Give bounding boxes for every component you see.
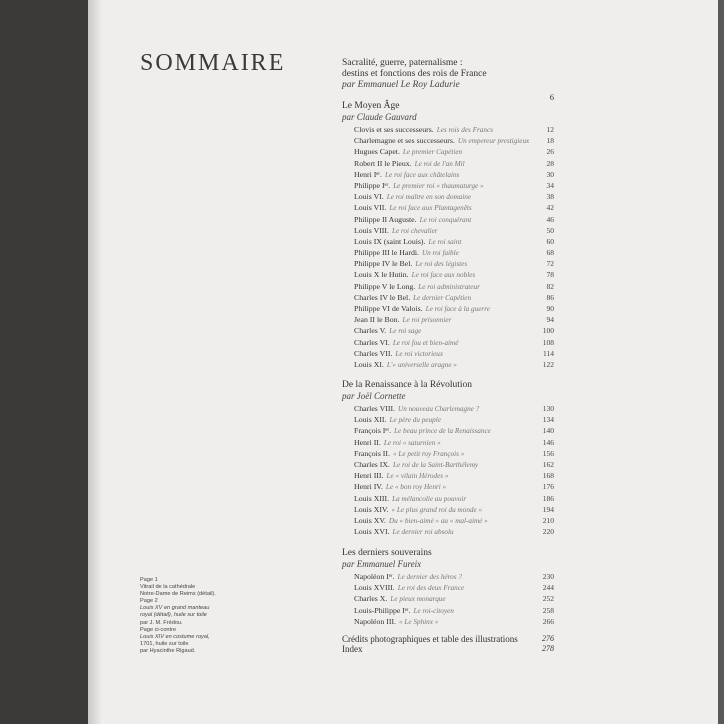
toc-entry <box>342 225 554 236</box>
section-title: Les derniers souverains <box>342 548 432 558</box>
toc-entry-page: 100 <box>542 326 554 336</box>
toc-entry-subtitle: Le « vilain Hérodes » <box>386 472 449 481</box>
toc-entry-name: Louis VIII. <box>354 225 389 235</box>
toc-entry-name: Louis XIV. <box>354 504 389 514</box>
toc-entry-name: Charles X. <box>354 594 388 604</box>
toc-entry-subtitle: Le pieux monarque <box>390 595 446 604</box>
toc-entry <box>342 214 554 225</box>
toc-entry-page: 30 <box>546 169 554 179</box>
toc-entry <box>342 303 554 314</box>
toc-entry-page: 140 <box>542 426 554 436</box>
toc-entry-page: 26 <box>546 147 554 157</box>
toc-entry-page: 60 <box>546 236 554 246</box>
toc-entry <box>342 124 554 135</box>
toc-entry-subtitle: Le roi prisonnier <box>402 316 452 325</box>
toc-entry-subtitle: Le roi-citoyen <box>413 606 454 615</box>
toc-entry-name: Napoléon Iᵉʳ. <box>354 572 395 581</box>
toc-entry <box>342 593 554 604</box>
back-matter-page: 278 <box>542 644 554 653</box>
toc-entry <box>342 526 554 537</box>
toc-entry-name: Louis XIII. <box>354 493 390 503</box>
caption-line: Page 2 <box>140 598 158 605</box>
section-author: par Joël Cornette <box>342 391 406 401</box>
toc-entry-subtitle: Un nouveau Charlemagne ? <box>398 405 480 413</box>
back-matter <box>342 634 554 654</box>
toc-entry-page: 12 <box>546 125 554 134</box>
toc-entry-name: Charles VI. <box>354 337 390 347</box>
page-edge <box>718 0 724 724</box>
caption-line: 1701, huile sur toile <box>140 640 189 647</box>
toc-entry-name: Napoléon III. <box>354 616 396 626</box>
section-author: par Emmanuel Fureix <box>342 559 422 569</box>
toc-entry <box>342 470 554 481</box>
toc-entry-name: Charles IV le Bel. <box>354 292 411 302</box>
toc-entry-page: 86 <box>546 292 554 302</box>
toc-entry <box>342 281 554 292</box>
toc-entry-page: 34 <box>546 180 554 190</box>
toc-entry-page: 68 <box>546 248 554 258</box>
toc-entry-name: Louis X le Hutin. <box>354 270 409 280</box>
toc-entry-subtitle: « Le plus grand roi du monde » <box>391 505 483 514</box>
toc-entry <box>342 348 554 359</box>
toc-entry-subtitle: Le roi des légistes <box>415 260 468 269</box>
toc-entry <box>342 314 554 325</box>
toc-entry-subtitle: Le roi face à la guerre <box>425 305 490 313</box>
toc-entry <box>342 325 554 336</box>
section-moyen-age <box>342 101 554 370</box>
toc-entry-page: 230 <box>542 572 554 581</box>
toc-entry-subtitle: Le premier Capétien <box>402 148 463 157</box>
toc-entry-page: 134 <box>542 415 554 425</box>
toc-entry-name: Jean II le Bon. <box>354 315 400 325</box>
toc-entry-page: 156 <box>542 448 554 458</box>
caption-line: Notre-Dame de Reims (détail). <box>140 591 216 598</box>
toc-entry-subtitle: Le roi des deux France <box>397 584 465 593</box>
toc-entry <box>342 448 554 459</box>
section-title: De la Renaissance à la Révolution <box>342 380 473 390</box>
page-gutter <box>88 0 102 724</box>
toc-entry-name: Louis XI. <box>354 359 384 369</box>
toc-entry-subtitle: Le roi victorieux <box>395 349 444 358</box>
toc-entry-subtitle: Du « bien-aimé » au « mal-aimé » <box>388 516 488 525</box>
intro-page-number: 6 <box>549 92 554 102</box>
toc-entry <box>342 515 554 526</box>
toc-entry-name: Philippe IV le Bel. <box>354 259 413 269</box>
toc-entry-name: François II. <box>354 448 390 458</box>
toc-entry-subtitle: Le roi fou et bien-aimé <box>392 338 459 347</box>
toc-entry-page: 42 <box>546 203 554 213</box>
toc-entry <box>342 571 554 582</box>
toc-entry-name: Hugues Capet. <box>354 147 400 157</box>
toc-entry-page: 252 <box>542 594 554 604</box>
page-title: SOMMAIRE <box>140 50 286 76</box>
toc-entry-subtitle: « Le petit roy François » <box>392 449 465 458</box>
toc-entry-name: Philippe V le Long. <box>354 281 416 291</box>
toc-entry-page: 108 <box>542 337 554 347</box>
toc-entry-page: 90 <box>546 304 554 313</box>
toc-entry-page: 46 <box>546 214 554 224</box>
toc-entry-subtitle: Le roi de la Saint-Barthélemy <box>392 460 479 469</box>
toc-entry-subtitle: Le roi maître en son domaine <box>386 193 472 202</box>
toc-entry-name: Louis XII. <box>354 415 387 425</box>
toc-entry-name: Louis-Philippe Iᵉʳ. <box>354 605 411 615</box>
caption-line: Vitrail de la cathédrale <box>140 584 196 591</box>
toc-entry-subtitle: Le roi chevalier <box>391 226 438 235</box>
toc-entry-name: Louis XV. <box>354 515 386 525</box>
toc-list <box>342 571 554 627</box>
toc-entry-page: 28 <box>546 158 554 168</box>
toc-entry-name: Louis VI. <box>354 192 384 202</box>
toc-entry <box>342 158 554 169</box>
toc-entry-subtitle: Le beau prince de la Renaissance <box>394 427 491 436</box>
caption-line: par Hyacinthe Rigaud. <box>140 647 196 654</box>
toc-entry <box>342 493 554 504</box>
toc-entry-name: Henri II. <box>354 437 381 447</box>
caption-line: Louis XV en grand manteau <box>140 605 210 612</box>
toc-entry-subtitle: Le roi administrateur <box>418 282 480 291</box>
toc-entry-subtitle: Le roi face aux châtelains <box>384 170 460 179</box>
toc-entry-subtitle: Le père du peuple <box>389 416 441 425</box>
toc-entry-subtitle: Le dernier Capétien <box>413 293 472 302</box>
toc-entry <box>342 169 554 180</box>
back-matter-label: Index <box>342 644 363 654</box>
toc-entry-subtitle: Le roi de l'an Mil <box>414 159 465 168</box>
toc-entry-subtitle: Un roi faible <box>421 249 459 258</box>
toc-entry <box>342 269 554 280</box>
toc-entry-page: 18 <box>546 136 554 146</box>
toc-entry <box>342 582 554 593</box>
toc-entry-subtitle: Le roi conquérant <box>419 215 472 224</box>
toc-entry <box>342 191 554 202</box>
intro-title-line2: destins et fonctions des rois de France <box>342 69 487 79</box>
toc-entry-name: Charles VIII. <box>354 404 395 413</box>
toc-entry-name: Charlemagne et ses successeurs. <box>354 136 455 146</box>
toc-entry-name: Louis XVI. <box>354 527 390 537</box>
back-matter-item <box>342 634 554 644</box>
toc-entry <box>342 459 554 470</box>
toc-entry-name: Henri Iᵉʳ. <box>354 169 382 179</box>
toc-entry <box>342 135 554 146</box>
toc-entry-name: Charles IX. <box>354 459 390 469</box>
intro-author: par Emmanuel Le Roy Ladurie <box>342 80 460 90</box>
toc-entry-page: 94 <box>546 315 554 325</box>
toc-entry-subtitle: Un empereur prestigieux <box>457 137 530 146</box>
toc-entry-subtitle: Le « bon roy Henri » <box>385 483 447 492</box>
toc-entry-page: 72 <box>546 259 554 269</box>
toc-entry-page: 38 <box>546 192 554 202</box>
section-derniers-souverains <box>342 548 554 627</box>
caption-line: Louis XIV en costume royal, <box>140 633 210 640</box>
toc-entry <box>342 202 554 213</box>
toc-entry <box>342 403 554 414</box>
toc-entry-page: 122 <box>542 359 554 369</box>
toc-entry-name: Henri III. <box>354 471 384 481</box>
toc-entry-page: 220 <box>542 527 554 537</box>
toc-entry-name: Charles VII. <box>354 348 393 358</box>
toc-entry-name: Robert II le Pieux. <box>354 158 412 168</box>
toc-entry-subtitle: Le dernier roi absolu <box>392 528 454 537</box>
caption-line: par J. M. Frédou. <box>140 619 183 626</box>
toc-entry-name: Louis IX (saint Louis). <box>354 236 426 246</box>
toc-entry-page: 186 <box>542 493 554 503</box>
toc-entry <box>342 359 554 370</box>
toc-entry <box>342 616 554 627</box>
toc-entry-page: 168 <box>542 471 554 481</box>
toc-entry <box>342 425 554 436</box>
toc-entry <box>342 258 554 269</box>
toc-entry <box>342 236 554 247</box>
toc-entry-page: 50 <box>546 225 554 235</box>
toc-entry <box>342 146 554 157</box>
toc-entry-page: 244 <box>542 583 554 593</box>
toc-entry-subtitle: Les rois des Francs <box>436 126 493 134</box>
toc-entry-name: Philippe II Auguste. <box>354 214 417 224</box>
toc-list <box>342 124 554 370</box>
back-matter-page: 276 <box>542 634 554 643</box>
toc-entry <box>342 504 554 515</box>
toc-entry-subtitle: Le roi saint <box>428 237 462 246</box>
intro-entry <box>342 58 554 102</box>
toc-entry-name: Clovis et ses successeurs. <box>354 125 434 134</box>
toc-entry-name: Philippe VI de Valois. <box>354 304 423 313</box>
toc-entry-subtitle: Le dernier des héros ? <box>397 573 462 581</box>
toc-entry-subtitle: Le roi face aux Plantagenêts <box>389 204 472 213</box>
toc-entry-name: Henri IV. <box>354 482 383 492</box>
toc-entry-page: 82 <box>546 281 554 291</box>
toc-entry-subtitle: « Le Sphinx » <box>399 617 439 626</box>
toc-entry-name: Louis VII. <box>354 203 387 213</box>
toc-entry-subtitle: Le premier roi « thaumaturge » <box>393 181 484 190</box>
toc-entry <box>342 247 554 258</box>
toc-list <box>342 403 554 537</box>
toc-entry-page: 210 <box>542 515 554 525</box>
toc-entry-page: 78 <box>546 270 554 280</box>
back-matter-label: Crédits photographiques et table des illustrations <box>342 634 518 644</box>
toc-entry-subtitle: L'« universelle aragne » <box>386 360 457 369</box>
toc-entry-name: François Iᵉʳ. <box>354 426 392 436</box>
toc-entry-name: Charles V. <box>354 326 387 336</box>
toc-entry <box>342 292 554 303</box>
image-credits-caption <box>140 577 240 655</box>
toc-entry <box>342 481 554 492</box>
section-renaissance-revolution <box>342 380 554 537</box>
toc-entry-page: 114 <box>543 348 554 358</box>
caption-line: Page 1 <box>140 577 158 583</box>
toc-entry-page: 194 <box>542 504 554 514</box>
toc-entry-page: 162 <box>542 459 554 469</box>
toc-entry <box>342 605 554 616</box>
back-matter-item <box>342 644 554 654</box>
toc-entry <box>342 337 554 348</box>
toc-entry-name: Louis XVIII. <box>354 583 395 593</box>
intro-title-line1: Sacralité, guerre, paternalisme : <box>342 58 463 68</box>
section-title: Le Moyen Âge <box>342 101 400 111</box>
toc-entry-name: Philippe III le Hardi. <box>354 248 419 258</box>
toc-entry-subtitle: Le roi face aux nobles <box>411 271 476 280</box>
toc-entry-page: 176 <box>542 482 554 492</box>
toc-entry-page: 146 <box>542 437 554 447</box>
toc-entry <box>342 414 554 425</box>
caption-line: royal (détail), huile sur toile <box>140 612 207 619</box>
toc-entry-page: 130 <box>542 404 554 413</box>
toc-entry-subtitle: Le roi « saturnien » <box>383 438 441 447</box>
caption-line: Page ci-contre <box>140 626 177 633</box>
toc-entry-page: 266 <box>542 616 554 626</box>
toc-entry <box>342 437 554 448</box>
toc-entry-page: 258 <box>542 605 554 615</box>
toc-entry <box>342 180 554 191</box>
section-author: par Claude Gauvard <box>342 112 417 122</box>
toc-entry-subtitle: La mélancolie au pouvoir <box>392 494 467 503</box>
toc-entry-subtitle: Le roi sage <box>389 327 422 336</box>
toc-entry-name: Philippe Iᵉʳ. <box>354 180 391 190</box>
